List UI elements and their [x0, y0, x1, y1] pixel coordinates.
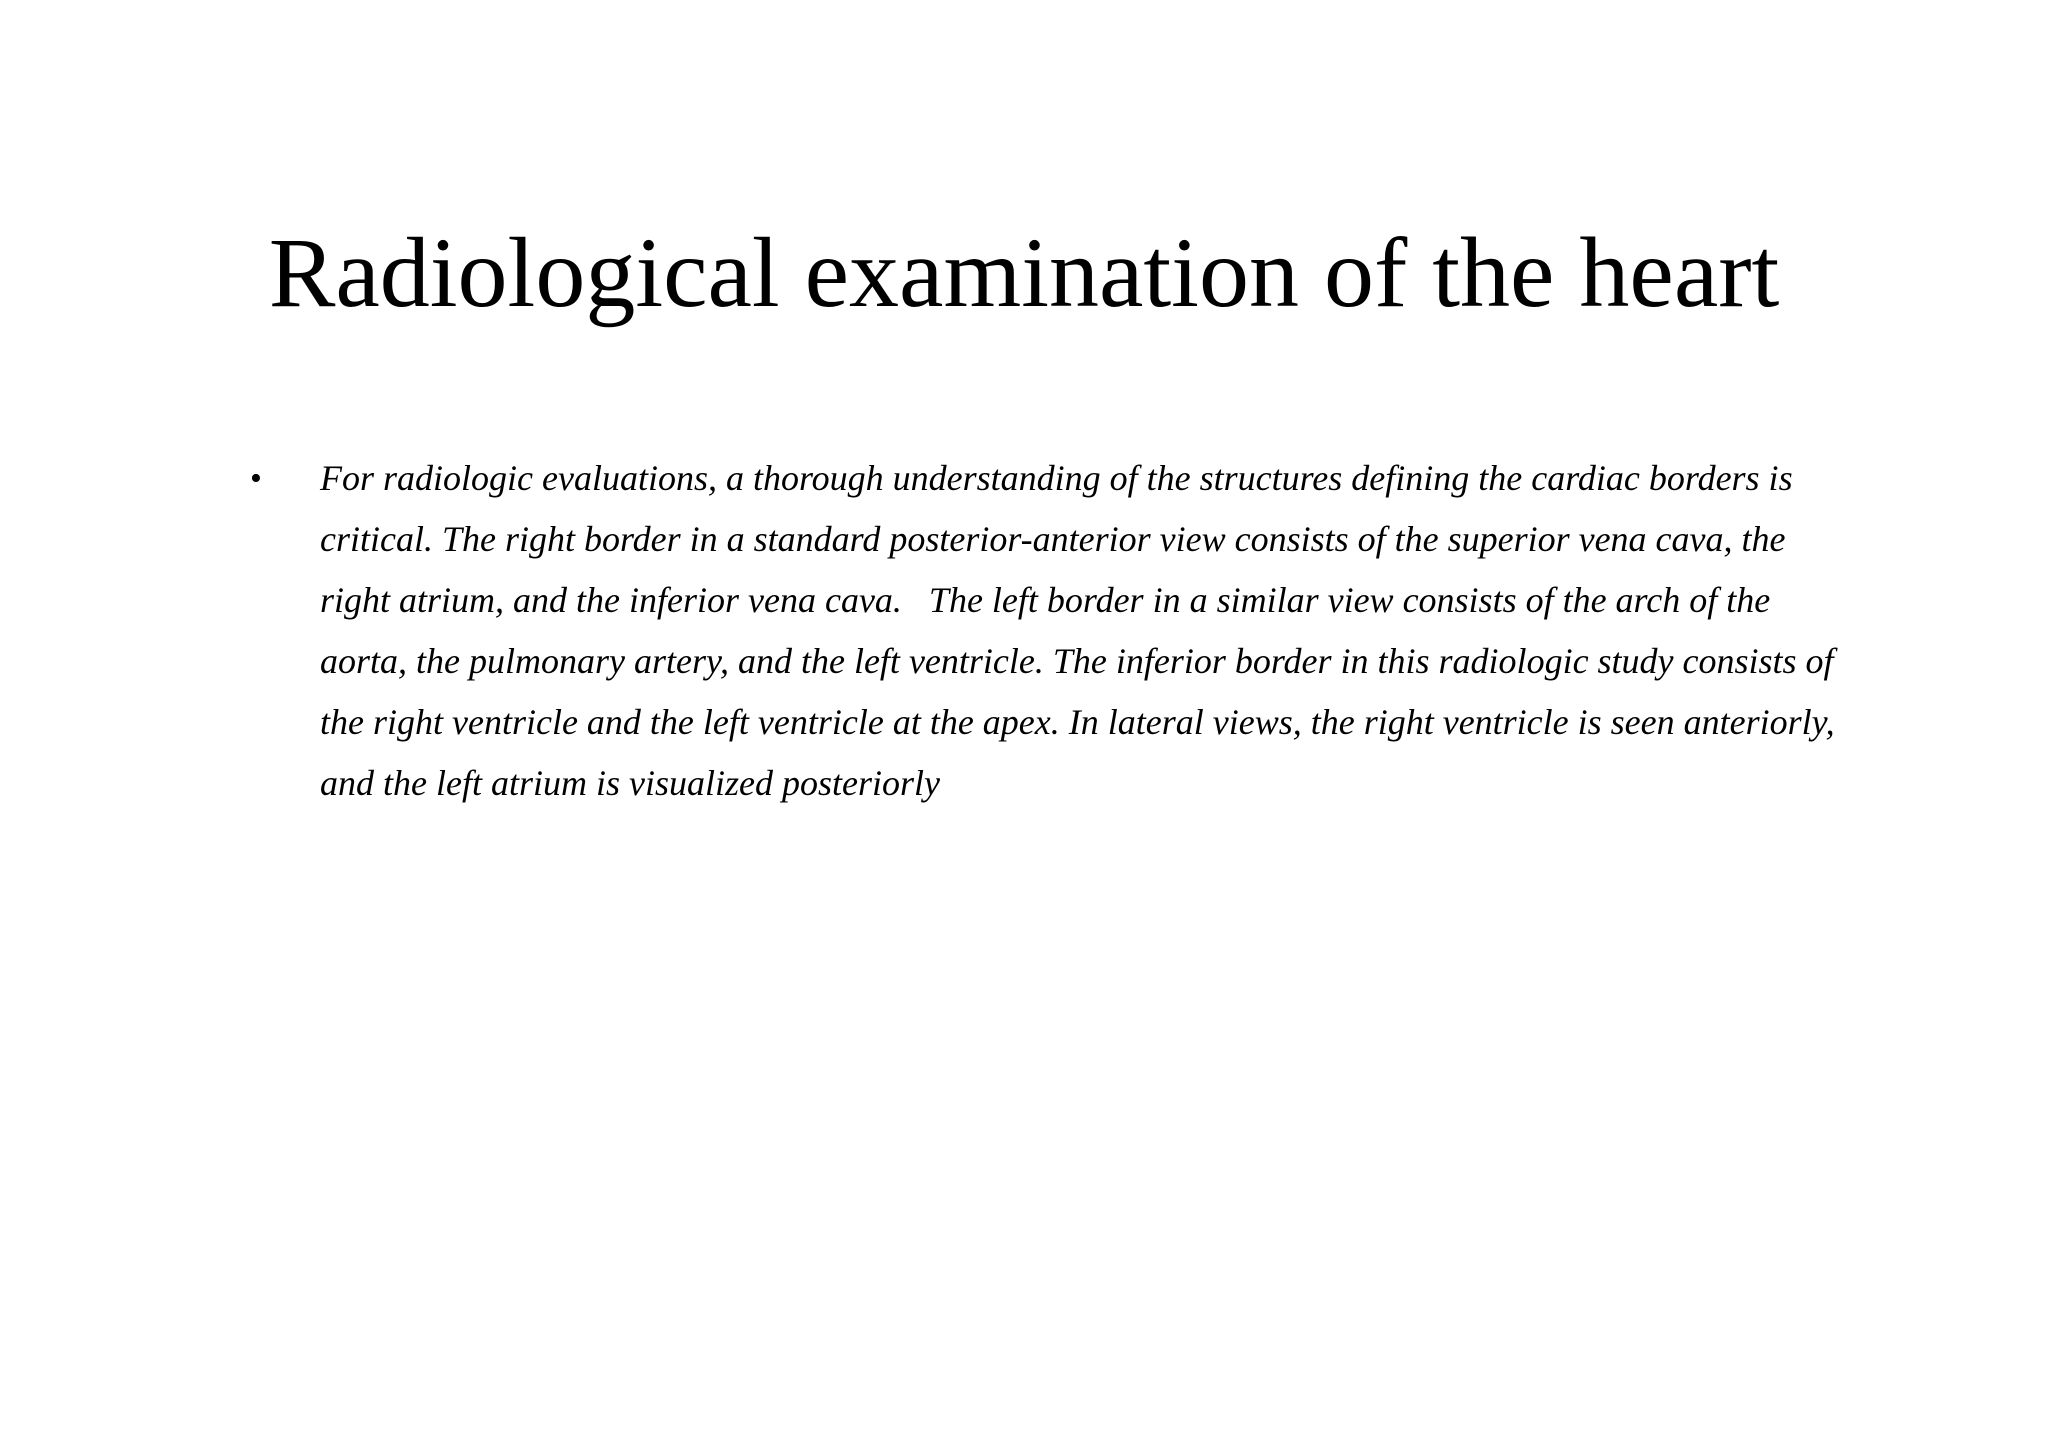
bullet-icon: • — [250, 460, 262, 497]
bullet-list — [250, 448, 1850, 814]
bullet-text: For radiologic evaluations, a thorough understanding of the structures defining the cardiac borders is critical. The right border in a standard posterior-anterior view consists of the superior vena cava, the right atrium, and the inferior vena cava. The left border in a similar view consists of the arch of the aorta, the pulmonary artery, and the left ventricle. The inferior border in this radiologic study consists of the right ventricle and the left ventricle at the apex. In lateral views, the right ventricle is seen anteriorly, and the left atrium is visualized posteriorly — [320, 458, 1844, 803]
slide-title: Radiological examination of the heart — [268, 217, 1780, 328]
bullet-item — [250, 448, 1850, 814]
